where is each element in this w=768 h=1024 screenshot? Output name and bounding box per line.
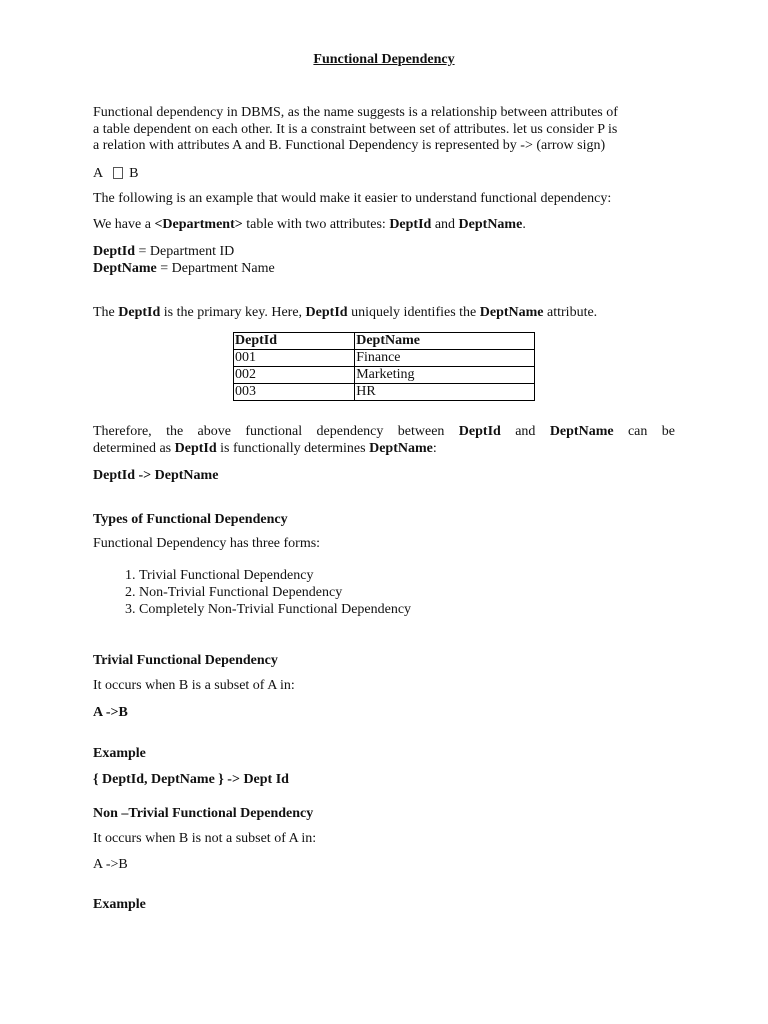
text-run: . (522, 217, 526, 232)
text-run: and (500, 424, 550, 439)
table-cell: 002 (234, 367, 355, 384)
list-item: 3. Completely Non-Trivial Functional Dependency (139, 602, 679, 619)
trivial-text: It occurs when B is a subset of A in: (93, 678, 295, 693)
definitions (93, 244, 675, 277)
attribute-name: DeptName (369, 440, 433, 456)
fd-expression: DeptId -> DeptName (93, 468, 219, 483)
primary-key-text (93, 305, 675, 322)
nontrivial-expression: A ->B (93, 857, 128, 872)
table-row (234, 367, 535, 384)
trivial-heading: Trivial Functional Dependency (93, 653, 278, 668)
nontrivial-example-label: Example (93, 897, 146, 912)
attribute-name: DeptId (458, 424, 501, 439)
attribute-name: DeptName (458, 217, 523, 232)
text-run: The (93, 305, 119, 320)
therefore-line (93, 424, 675, 441)
text-run: is the primary key. Here, (160, 305, 306, 320)
types-intro: Functional Dependency has three forms: (93, 536, 321, 551)
arrow-icon (113, 167, 123, 179)
definition-term: DeptId (93, 244, 136, 259)
table-name: <Department> (154, 217, 243, 232)
definition-line (93, 244, 675, 261)
attribute-name: DeptId (305, 305, 348, 320)
text-run: determined as (93, 440, 175, 456)
trivial-expression: A ->B (93, 705, 128, 720)
attribute-name: DeptName (549, 424, 614, 439)
therefore-line (93, 441, 675, 458)
table-header-cell: DeptId (234, 333, 355, 350)
definition-text: = Department ID (135, 244, 235, 259)
text-run: is functionally determines (216, 440, 370, 456)
therefore-paragraph (93, 424, 675, 457)
trivial-example-label: Example (93, 746, 146, 761)
text-run: Therefore, the above functional dependency between (93, 424, 459, 439)
nontrivial-heading: Non –Trivial Functional Dependency (93, 806, 314, 821)
definition-term: DeptName (93, 260, 157, 276)
department-table (233, 332, 535, 401)
intro-line: Functional dependency in DBMS, as the name suggests is a relationship between attributes of (93, 105, 618, 120)
page-title: Functional Dependency (313, 52, 455, 67)
text-run: and (431, 217, 459, 232)
types-heading: Types of Functional Dependency (93, 512, 288, 527)
intro-paragraph (93, 105, 675, 155)
text-run: table with two attributes: (242, 217, 390, 232)
table-intro (93, 217, 675, 234)
notation-right: B (129, 166, 139, 181)
types-list (93, 568, 679, 619)
table-header-row (234, 333, 535, 350)
trivial-example-expression: { DeptId, DeptName } -> Dept Id (93, 772, 289, 787)
table-cell: HR (355, 384, 535, 401)
list-item: 2. Non-Trivial Functional Dependency (139, 585, 679, 602)
table-cell: 001 (234, 350, 355, 367)
table-cell: 003 (234, 384, 355, 401)
text-run: can be (613, 424, 675, 439)
text-run: attribute. (543, 305, 598, 320)
table-row (234, 350, 535, 367)
table-cell: Finance (355, 350, 535, 367)
nontrivial-text: It occurs when B is not a subset of A in: (93, 831, 317, 846)
table-header-cell: DeptName (355, 333, 535, 350)
text-run: uniquely identifies the (347, 305, 480, 320)
table-cell: Marketing (355, 367, 535, 384)
intro-line: a table dependent on each other. It is a constraint between set of attributes. let us consider P is (93, 121, 618, 137)
notation-line (93, 166, 675, 183)
definition-text: = Department Name (156, 260, 275, 276)
attribute-name: DeptId (174, 440, 217, 456)
text-run: : (432, 440, 437, 456)
intro-line: a relation with attributes A and B. Functional Dependency is represented by -> (arrow sign) (93, 138, 606, 153)
definition-line (93, 261, 675, 278)
list-item: 1. Trivial Functional Dependency (139, 568, 679, 585)
table-row (234, 384, 535, 401)
attribute-name: DeptName (479, 305, 544, 320)
example-intro: The following is an example that would make it easier to understand functional dependency: (93, 191, 612, 206)
attribute-name: DeptId (389, 217, 432, 232)
notation-left: A (93, 166, 104, 181)
text-run: We have a (93, 217, 155, 232)
attribute-name: DeptId (118, 305, 161, 320)
